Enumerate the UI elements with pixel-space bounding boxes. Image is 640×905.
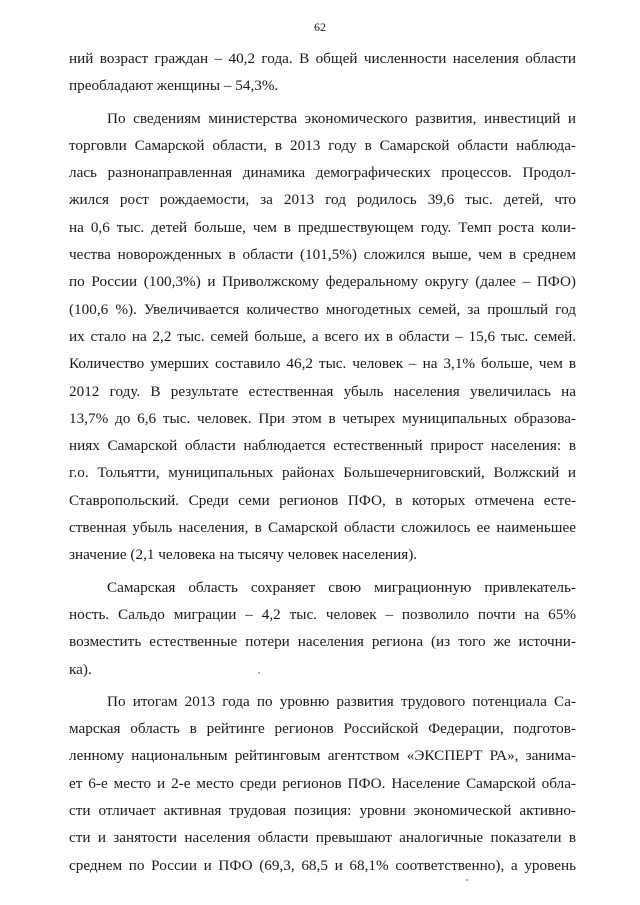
text-line: 2012 году. В результате естественная убыль населения увеличилась на [69,382,576,400]
text-line: (100,6 %). Увеличивается количество многодетных семей, за прошлый год [69,300,576,318]
text-line: Самарская область сохраняет свою миграционную привлекатель- [107,578,576,596]
text-line: торговли Самарской области, в 2013 году в Самарской области наблюда- [69,136,576,154]
text-line: ний возраст граждан – 40,2 года. В общей численности населения области [69,50,576,67]
text-line: значение (2,1 человека на тысячу человек населения). [69,546,418,564]
text-line: По итогам 2013 года по уровню развития трудового потенциала Са- [107,692,576,710]
text-line: по России (100,3%) и Приволжскому федеральному округу (далее – ПФО) [69,273,576,291]
text-line: ет 6-е место и 2-е место среди регионов ПФО. Население Самарской обла- [69,774,576,792]
text-line: ность. Сальдо миграции – 4,2 тыс. человек – позволило почти на 65% [69,605,576,623]
text-line: г.о. Тольятти, муниципальных районах Большечерниговский, Волжский и [69,464,576,482]
text-line: преобладают женщины – 54,3%. [69,77,279,95]
text-line: ка). [69,660,92,678]
text-line: По сведениям министерства экономического развития, инвестиций и [107,109,576,127]
scan-speck [258,672,260,674]
body-text [69,45,576,879]
paragraph [69,45,576,100]
text-line: на 0,6 тыс. детей больше, чем в предшествующем году. Темп роста коли- [69,218,576,236]
paragraph [69,688,576,879]
text-line: чества новорожденных в области (101,5%) сложился выше, чем в среднем [69,246,576,264]
text-line: сти и занятости населения области превышают аналогичные показатели в [69,829,576,847]
text-line: ленному национальным рейтинговым агентством «ЭКСПЕРТ РА», занима- [69,747,576,765]
text-line: марская область в рейтинге регионов Российской Федерации, подготов- [69,720,576,738]
text-line: сти отличает активная трудовая позиция: уровни экономической активно- [69,802,576,820]
paragraph [69,105,576,569]
text-line: их стало на 2,2 тыс. семей больше, а всего их в области – 15,6 тыс. семей. [69,327,576,345]
text-line: среднем по России и ПФО (69,3, 68,5 и 68,1% соответственно), а уровень [69,856,576,874]
text-line: лась разнонаправленная динамика демографических процессов. Продол- [69,164,576,182]
text-line: ниях Самарской области наблюдается естественный прирост населения: в [69,437,576,455]
paragraph [69,574,576,683]
text-line: жился рост рождаемости, за 2013 год родилось 39,6 тыс. детей, что [69,191,576,209]
text-line: Количество умерших составило 46,2 тыс. человек – на 3,1% больше, чем в [69,355,576,373]
scan-speck [466,879,468,881]
page-number: 62 [314,20,326,34]
text-line: ственная убыль населения, в Самарской области сложилось ее наименьшее [69,519,576,537]
text-line: возместить естественные потери населения региона (из того же источни- [69,633,576,651]
text-line: 13,7% до 6,6 тыс. человек. При этом в четырех муниципальных образова- [69,409,576,427]
text-line: Ставропольский. Среди семи регионов ПФО, в которых отмечена есте- [69,491,576,509]
